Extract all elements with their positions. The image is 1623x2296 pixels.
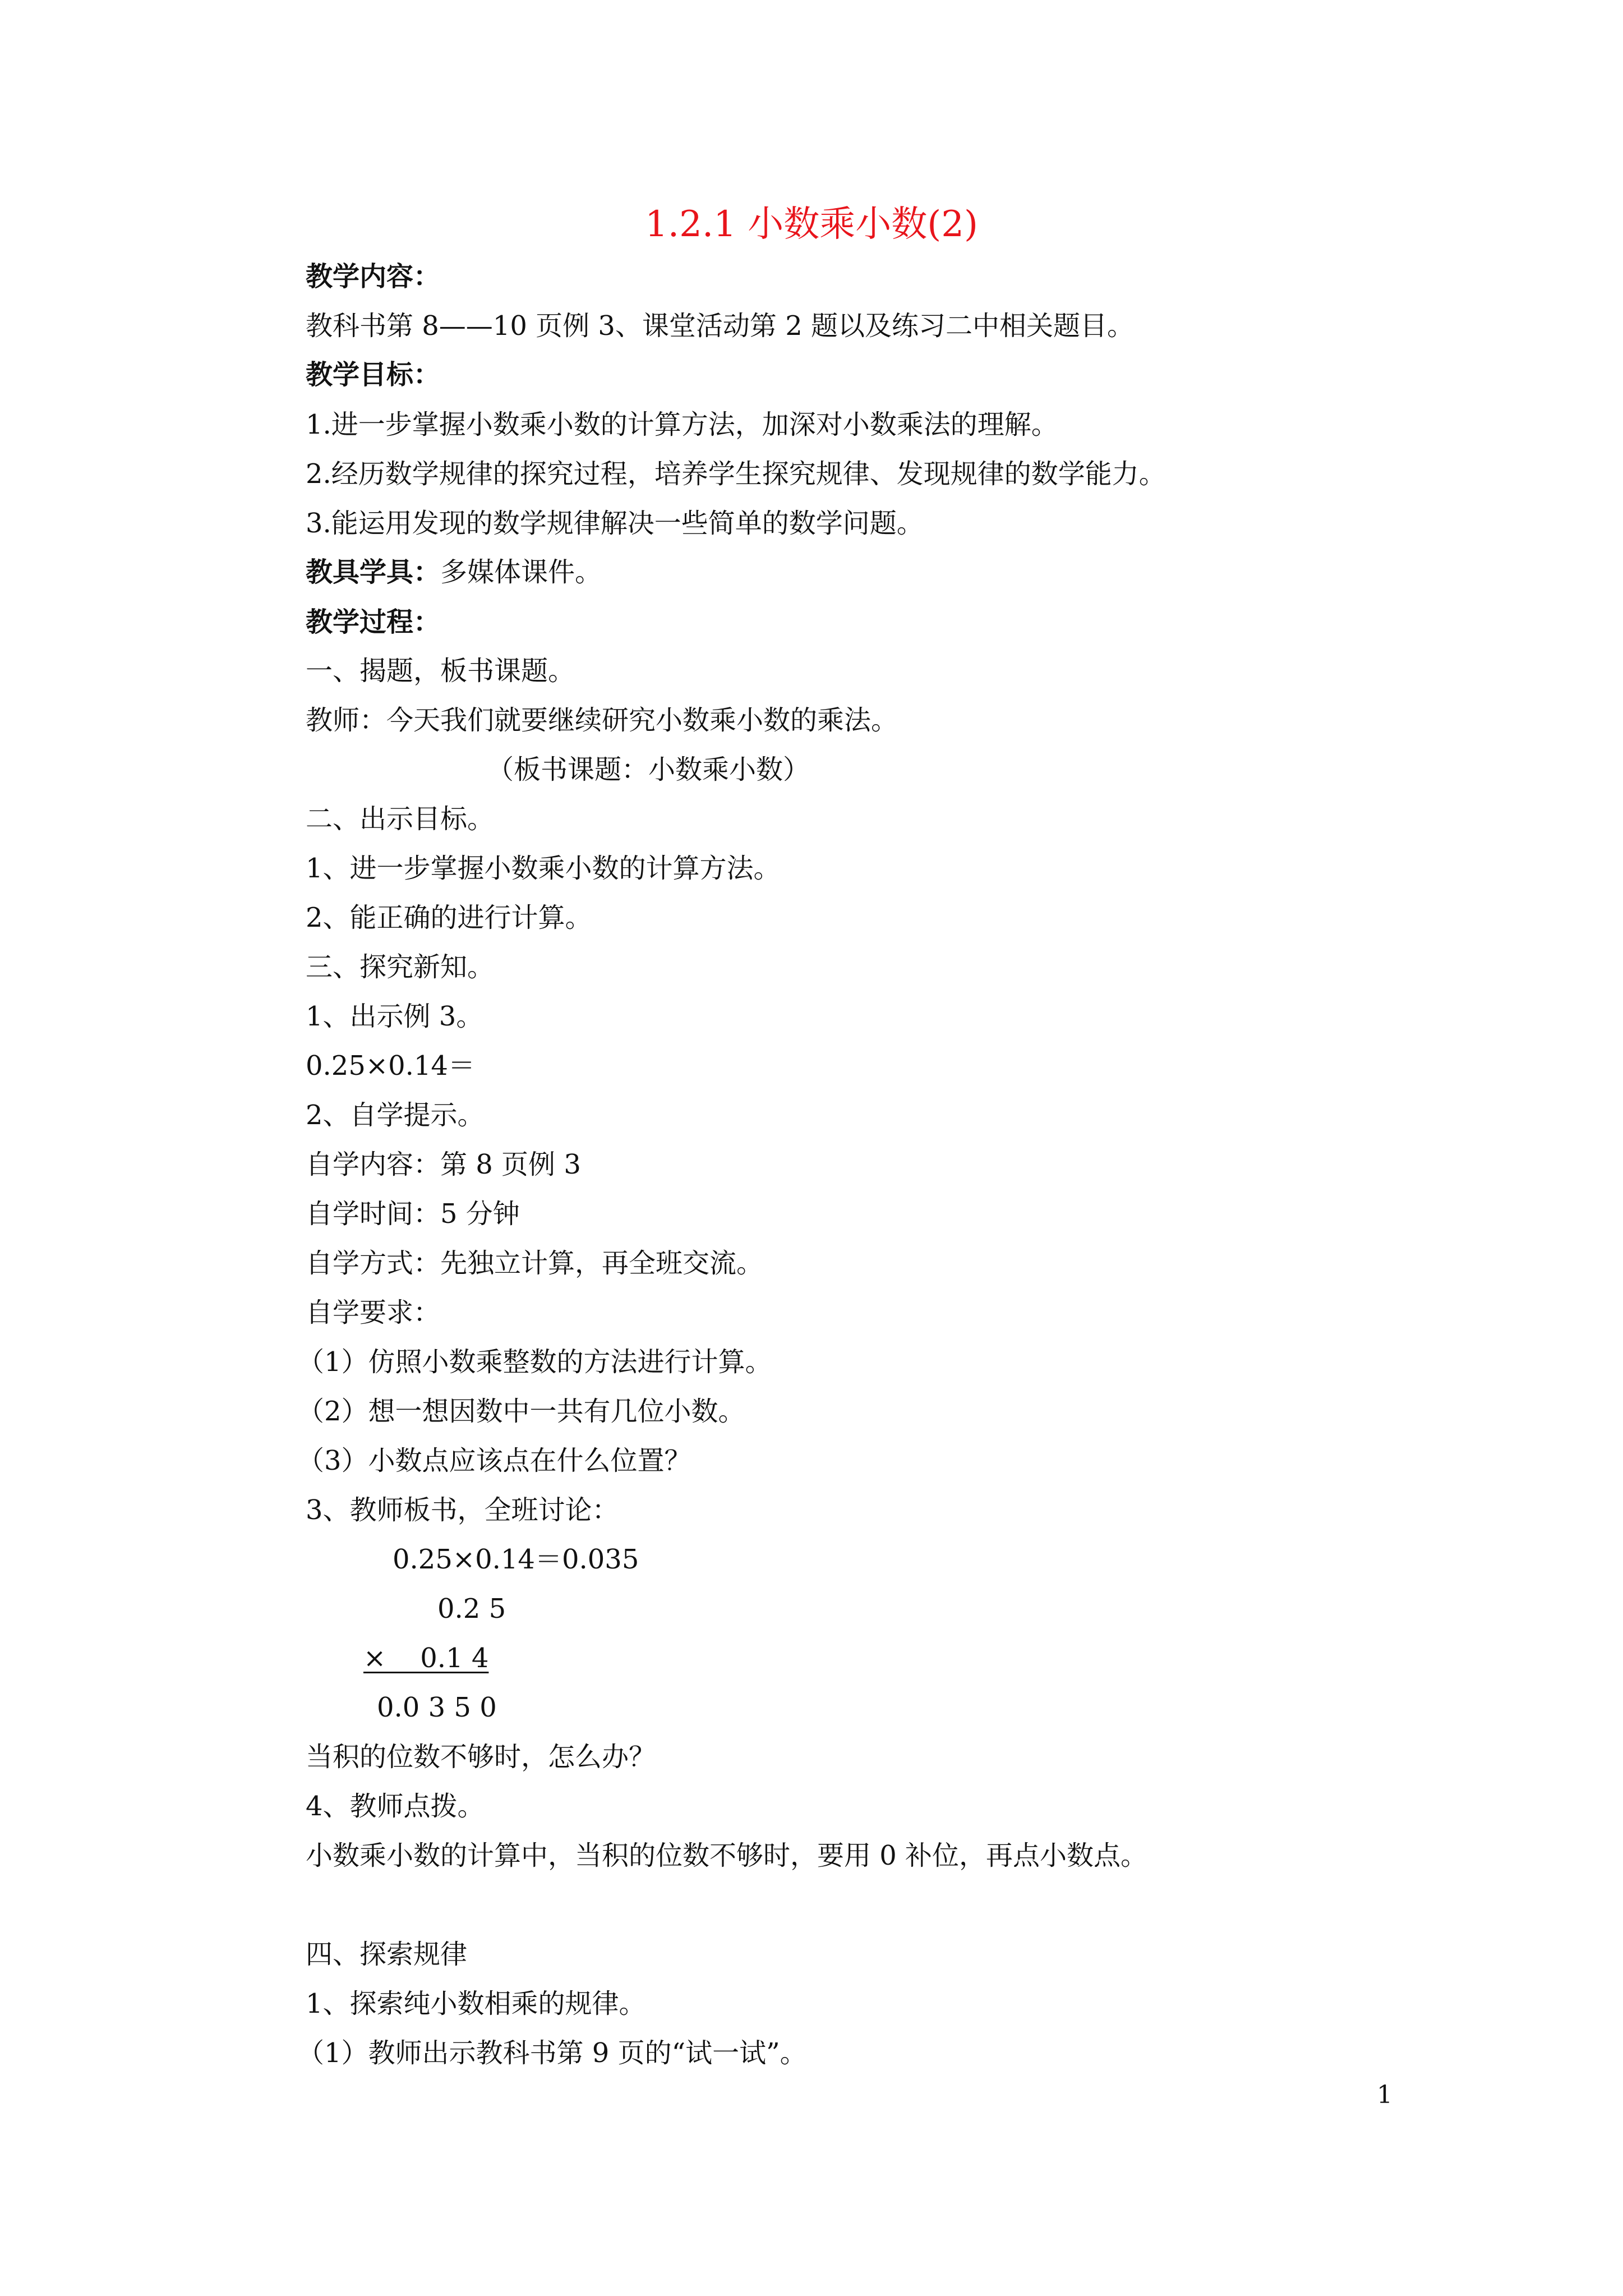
self-study-item: 自学要求：	[306, 1297, 441, 1328]
content-text: 教科书第 8——10 页例 3、课堂活动第 2 题以及练习二中相关题目。	[306, 310, 1134, 342]
section2-item: 1、进一步掌握小数乘小数的计算方法。	[306, 853, 781, 884]
section1-text: 教师：今天我们就要继续研究小数乘小数的乘法。	[306, 705, 898, 736]
section4-item: 1、探索纯小数相乘的规律。	[306, 1988, 646, 2019]
calc-bottom-factor: × 0.1 4	[363, 1642, 489, 1674]
requirement-item: （1）仿照小数乘整数的方法进行计算。	[297, 1346, 772, 1378]
step1-title: 1、出示例 3。	[306, 1001, 483, 1032]
tools-line	[306, 553, 602, 592]
question-text: 当积的位数不够时，怎么办？	[306, 1741, 656, 1773]
calc-result: 0.0 3 5 0	[377, 1692, 497, 1723]
goal-item: 2.经历数学规律的探究过程，培养学生探究规律、发现规律的数学能力。	[306, 458, 1166, 490]
self-study-item: 自学时间：5 分钟	[306, 1198, 520, 1230]
section2-title: 二、出示目标。	[306, 803, 495, 835]
step4-title: 4、教师点拨。	[306, 1791, 485, 1822]
requirement-item: （2）想一想因数中一共有几位小数。	[297, 1396, 745, 1427]
self-study-item: 自学内容：第 8 页例 3	[306, 1149, 581, 1180]
content-heading: 教学内容：	[306, 261, 441, 292]
section4-subitem: （1）教师出示教科书第 9 页的“试一试”。	[297, 2037, 807, 2069]
requirement-item: （3）小数点应该点在什么位置？	[297, 1445, 691, 1476]
page-title: 1.2.1 小数乘小数(2)	[645, 204, 978, 245]
step4-text: 小数乘小数的计算中，当积的位数不够时，要用 0 补位，再点小数点。	[306, 1840, 1148, 1871]
self-study-item: 自学方式：先独立计算，再全班交流。	[306, 1248, 764, 1279]
section2-item: 2、能正确的进行计算。	[306, 902, 592, 933]
goals-heading: 教学目标：	[306, 359, 441, 390]
step3-title: 3、教师板书，全班讨论：	[306, 1494, 619, 1526]
step1-expression: 0.25×0.14＝	[306, 1050, 475, 1082]
step2-title: 2、自学提示。	[306, 1099, 485, 1131]
tools-heading: 教具学具：	[306, 556, 441, 588]
process-heading: 教学过程：	[306, 606, 441, 638]
goal-item: 1.进一步掌握小数乘小数的计算方法，加深对小数乘法的理解。	[306, 409, 1058, 440]
goal-item: 3.能运用发现的数学规律解决一些简单的数学问题。	[306, 508, 924, 539]
section3-title: 三、探究新知。	[306, 951, 495, 983]
section4-title: 四、探索规律	[306, 1939, 468, 1970]
page-number: 1	[1377, 2081, 1393, 2109]
tools-text: 多媒体课件。	[440, 556, 602, 588]
section1-title: 一、揭题，板书课题。	[306, 655, 575, 687]
section1-board: （板书课题：小数乘小数）	[487, 754, 810, 785]
calc-top-factor: 0.2 5	[437, 1593, 506, 1625]
calc-equation: 0.25×0.14＝0.035	[393, 1544, 639, 1575]
